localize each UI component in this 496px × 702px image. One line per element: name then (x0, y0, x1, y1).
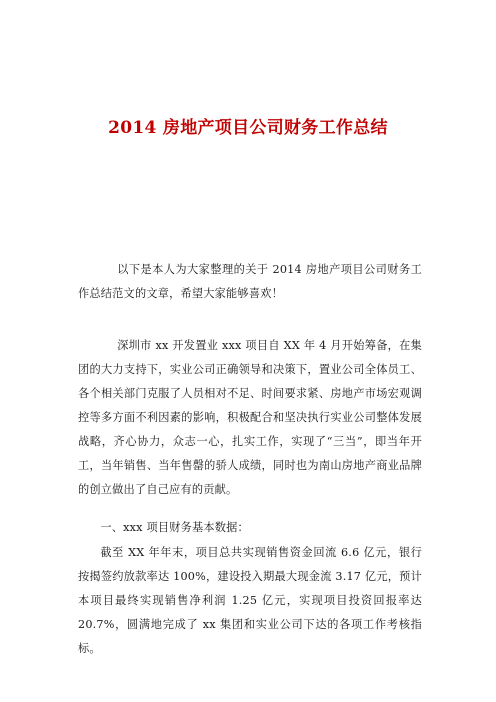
intro-paragraph: 以下是本人为大家整理的关于 2014 房地产项目公司财务工作总结范文的文章，希望大家能够喜欢！ (78, 263, 422, 300)
document-title: 2014 房地产项目公司财务工作总结 (108, 118, 388, 138)
section-heading: 一、xxx 项目财务基本数据： (100, 521, 249, 534)
body-paragraph-2: 截至 XX 年年末，项目总共实现销售资金回流 6.6 亿元，银行按揭签约放款率达 100%，建设投入期最大现金流 3.17 亿元，预计本项目最终实现销售净利润 1.25 亿元，实现项目投资回报率达 20.7%，圆满地完成了 xx 集团和实业公司下达的各项工作考核指标。 (78, 546, 422, 655)
body-paragraph-1: 深圳市 xx 开发置业 xxx 项目自 XX 年 4 月开始筹备，在集团的大力支持下，实业公司正确领导和决策下，置业公司全体员工、各个相关部门克服了人员相对不足、时间要求紧、房地产市场宏观调控等多方面不利因素的影响，积极配合和坚决执行实业公司整体发展战略，齐心协力，众志一心，扎实工作，实现了“三当”，即当年开工，当年销售、当年售罄的骄人成绩，同时也为南山房地产商业品牌的创立做出了自己应有的贡献。 (78, 339, 422, 496)
